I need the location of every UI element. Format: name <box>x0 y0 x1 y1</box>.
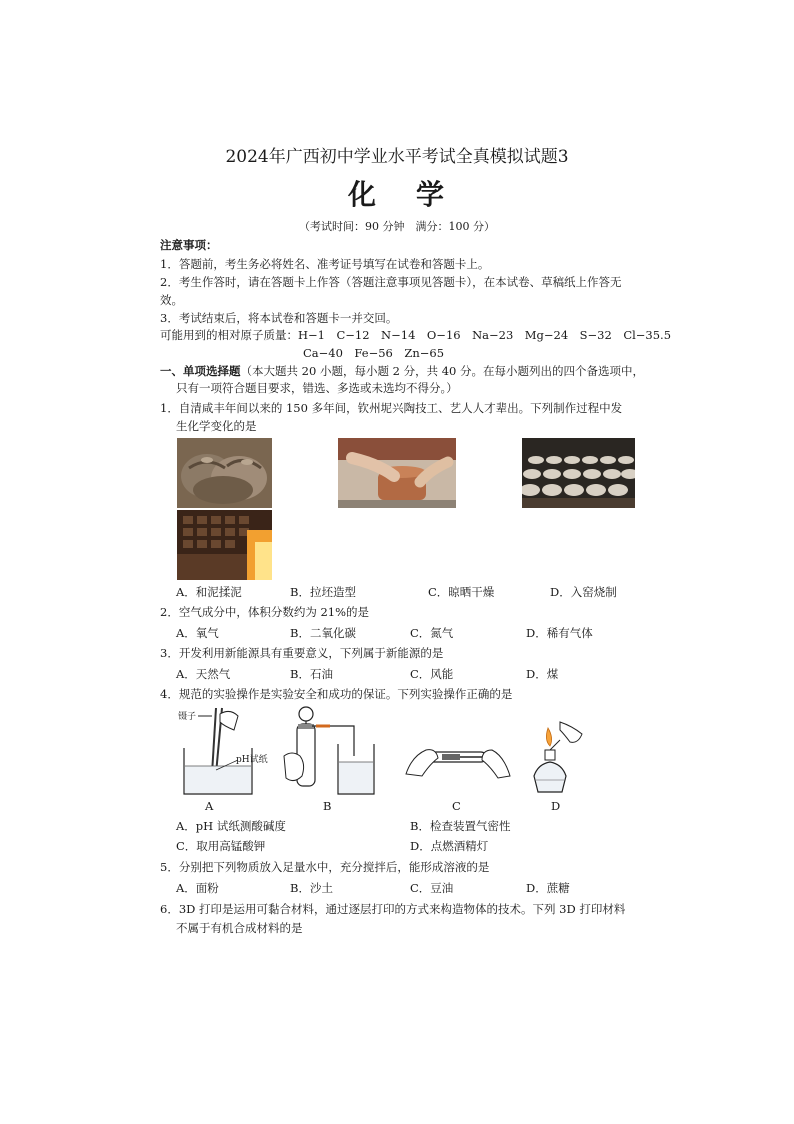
photo-throwing-pot <box>338 438 456 508</box>
section-1-desc-line-2: 只有一项符合题目要求，错选、多选或未选均不得分。） <box>176 381 458 395</box>
label-ph-paper: pH试纸 <box>236 755 268 765</box>
notes-heading: 注意事项： <box>160 238 218 252</box>
section-1-desc-line-1: （本大题共 20 小题，每小题 2 分，共 40 分。在每小题列出的四个备选项中， <box>240 364 645 378</box>
exam-title: 2024年广西初中学业水平考试全真模拟试题3 <box>225 147 569 167</box>
q4-option-b[interactable]: B．检查装置气密性 <box>410 819 511 833</box>
q5-option-a[interactable]: A．面粉 <box>176 881 219 895</box>
subject-char-1: 化 <box>347 178 378 211</box>
label-tweezers: 镊子 <box>178 712 197 722</box>
notes-item-2-line-2: 效。 <box>160 293 183 307</box>
notes-item-1: 1．答题前，考生务必将姓名、准考证号填写在试卷和答题卡上。 <box>160 257 490 271</box>
photo-drying-pots <box>522 438 635 508</box>
q1-stem-line-2: 生化学变化的是 <box>176 419 257 433</box>
q1-option-a[interactable]: A．和泥揉泥 <box>176 585 242 599</box>
q6-stem-line-1: 6．3D 打印是运用可黏合材料，通过逐层打印的方式来构造物体的技术。下列 3D 打印材料 <box>160 902 626 916</box>
subject-char-2: 学 <box>416 178 447 211</box>
q1-option-c[interactable]: C．晾晒干燥 <box>428 585 495 599</box>
section-1-header <box>160 363 644 379</box>
subject-title <box>0 173 794 213</box>
fig-letter-d: D <box>551 799 561 813</box>
exam-info: （考试时间：90 分钟 满分：100 分） <box>299 220 495 233</box>
fig-letter-a: A <box>205 799 214 813</box>
q5-stem: 5．分别把下列物质放入足量水中，充分搅拌后，能形成溶液的是 <box>160 860 490 874</box>
atomic-mass-line-1: 可能用到的相对原子质量：H−1 C−12 N−14 O−16 Na−23 Mg−24 S−32 Cl−35.5 <box>160 328 672 342</box>
photo-kneading-clay <box>177 438 272 508</box>
figure-d-alcohol-lamp <box>530 720 590 794</box>
q1-option-b[interactable]: B．拉坯造型 <box>290 585 356 599</box>
q3-option-d[interactable]: D．煤 <box>526 667 559 681</box>
notes-item-2-line-1: 2．考生作答时，请在答题卡上作答（答题注意事项见答题卡），在本试卷、草稿纸上作答无 <box>160 275 622 289</box>
q3-option-a[interactable]: A．天然气 <box>176 667 231 681</box>
q5-option-d[interactable]: D．蔗糖 <box>526 881 570 895</box>
section-1-heading: 一、单项选择题 <box>160 364 241 378</box>
fig-letter-b: B <box>323 799 332 813</box>
q3-option-c[interactable]: C．风能 <box>410 667 454 681</box>
q1-option-d[interactable]: D．入窑烧制 <box>550 585 617 599</box>
photo-kiln-firing <box>177 510 272 580</box>
q4-stem: 4．规范的实验操作是实验安全和成功的保证。下列实验操作正确的是 <box>160 687 513 701</box>
atomic-mass-line-2: Ca−40 Fe−56 Zn−65 <box>303 346 445 360</box>
figure-c-take-reagent <box>402 732 514 790</box>
q4-option-d[interactable]: D．点燃酒精灯 <box>410 839 489 853</box>
q5-option-c[interactable]: C．豆油 <box>410 881 454 895</box>
q6-stem-line-2: 不属于有机合成材料的是 <box>176 921 303 935</box>
figure-b-airtightness <box>278 704 378 796</box>
q2-option-d[interactable]: D．稀有气体 <box>526 626 593 640</box>
q2-option-a[interactable]: A．氧气 <box>176 626 219 640</box>
q4-option-a[interactable]: A．pH 试纸测酸碱度 <box>176 819 286 833</box>
q5-option-b[interactable]: B．沙土 <box>290 881 333 895</box>
q1-stem-line-1: 1．自清咸丰年间以来的 150 多年间，钦州坭兴陶技工、艺人人才辈出。下列制作过程中发 <box>160 401 623 415</box>
q2-option-c[interactable]: C．氮气 <box>410 626 454 640</box>
q4-option-c[interactable]: C．取用高锰酸钾 <box>176 839 266 853</box>
q2-stem: 2．空气成分中，体积分数约为 21%的是 <box>160 605 370 619</box>
fig-letter-c: C <box>452 799 461 813</box>
q3-option-b[interactable]: B．石油 <box>290 667 333 681</box>
q3-stem: 3．开发利用新能源具有重要意义，下列属于新能源的是 <box>160 646 444 660</box>
notes-item-3: 3．考试结束后，将本试卷和答题卡一并交回。 <box>160 311 398 325</box>
q2-option-b[interactable]: B．二氧化碳 <box>290 626 356 640</box>
